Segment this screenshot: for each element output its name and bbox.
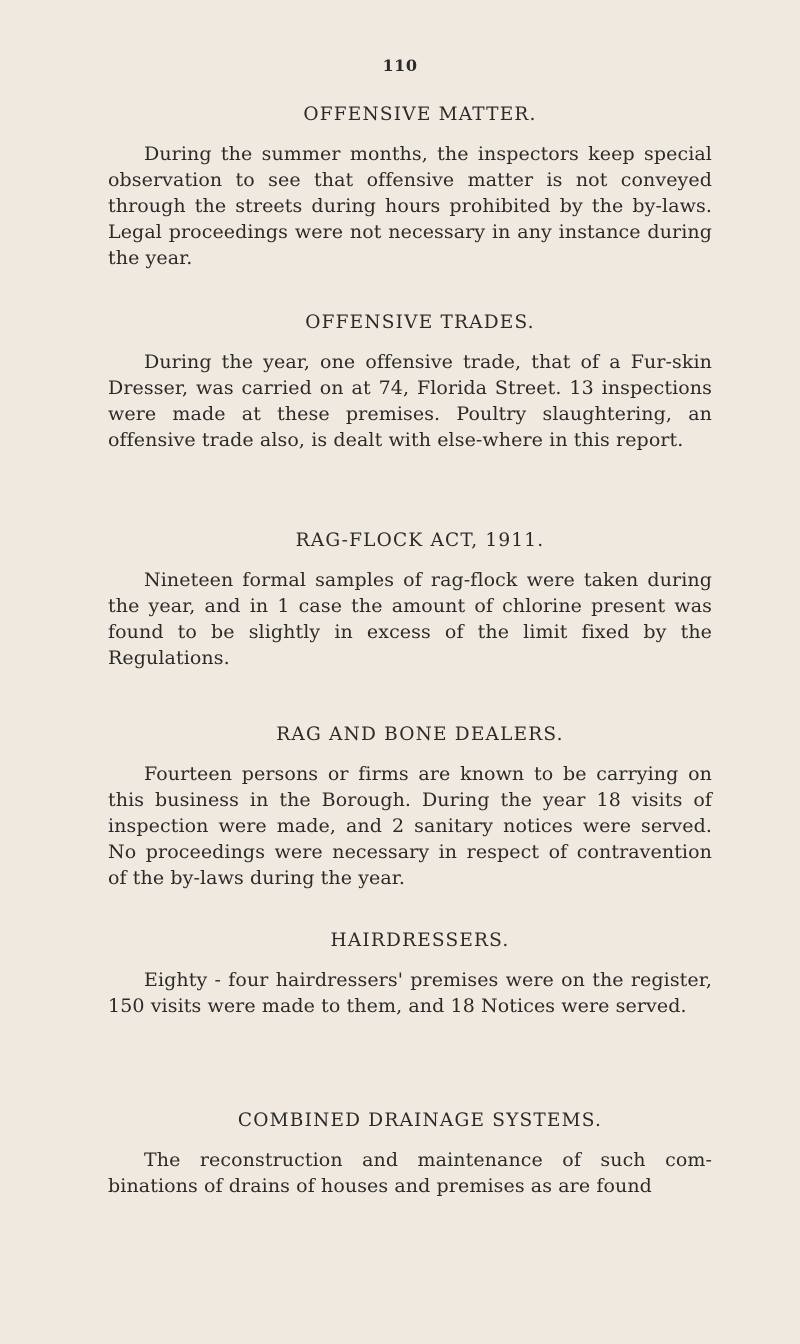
page-number: 110 xyxy=(382,56,418,75)
section-rag-flock-act xyxy=(108,530,712,671)
section-offensive-matter xyxy=(108,104,712,271)
section-body: During the year, one offensive trade, that of a Fur-skin Dresser, was carried on at 74, Florida Street. 13 inspections were made at these premises. Poultry slaughtering, an offensive trade also, is dealt with else-where in this report. xyxy=(108,351,712,451)
section-body: During the summer months, the inspectors keep special observation to see that offensive matter is not conveyed through the streets during hours prohibited by the by-laws. Legal proceedings were not necessary in any instance during the year. xyxy=(108,143,712,269)
section-body: Eighty - four hairdressers' premises were on the register, 150 visits were made to them, and 18 Notices were served. xyxy=(108,969,712,1017)
section-rag-and-bone-dealers xyxy=(108,724,712,891)
section-heading: RAG AND BONE DEALERS. xyxy=(276,724,564,745)
section-offensive-trades xyxy=(108,312,712,453)
section-body: The reconstruction and maintenance of such com-binations of drains of houses and premises as are found xyxy=(108,1149,712,1197)
section-combined-drainage-systems xyxy=(108,1110,712,1199)
section-heading: RAG-FLOCK ACT, 1911. xyxy=(295,530,545,551)
section-heading: OFFENSIVE TRADES. xyxy=(305,312,535,333)
section-heading: COMBINED DRAINAGE SYSTEMS. xyxy=(237,1110,603,1131)
section-heading: HAIRDRESSERS. xyxy=(330,930,510,951)
section-heading: OFFENSIVE MATTER. xyxy=(303,104,537,125)
section-body: Nineteen formal samples of rag-flock were taken during the year, and in 1 case the amount of chlorine present was found to be slightly in excess of the limit fixed by the Regulations. xyxy=(108,569,712,669)
section-hairdressers xyxy=(108,930,712,1019)
section-body: Fourteen persons or firms are known to be carrying on this business in the Borough. During the year 18 visits of inspection were made, and 2 sanitary notices were served. No proceedings were necessary in respect of contravention of the by-laws during the year. xyxy=(108,763,712,889)
